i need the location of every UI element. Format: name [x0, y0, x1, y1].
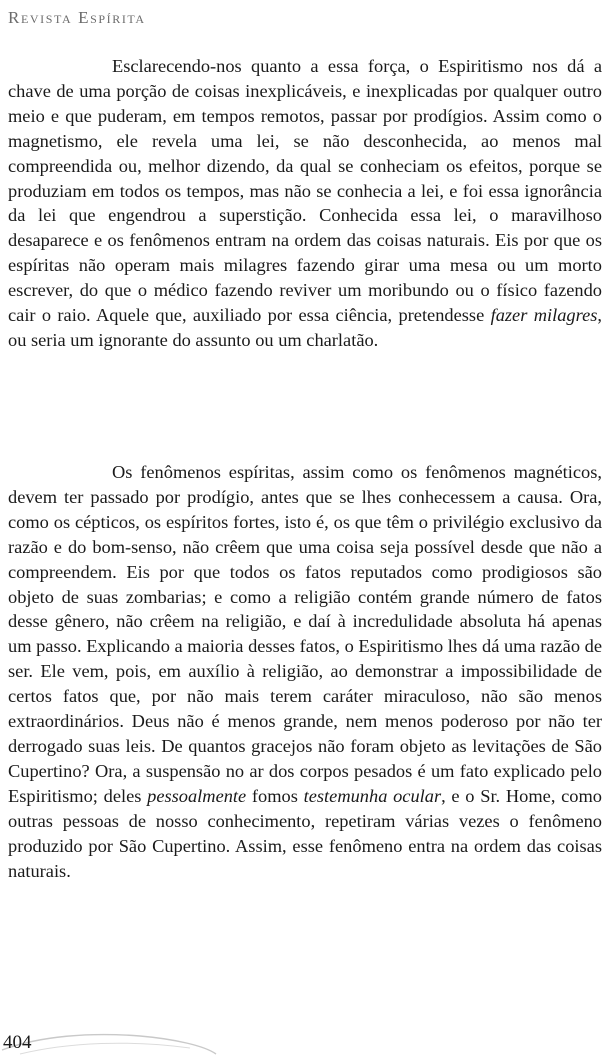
italic-fazer-milagres: fazer milagres [490, 305, 598, 326]
p1-line-10: coisas naturais. Eis por que os espíritas não operam mais milagres [8, 230, 603, 276]
p2-line-13: miraculoso, não são menos extraordinários. Deus não é menos [8, 686, 602, 732]
p2-line-10: Explicando a maioria desses fatos, o Espiritismo lhes dá uma razão [86, 636, 581, 657]
p1-line-5: revela uma lei, se não desconhecida, ao menos mal compreendida [8, 130, 602, 176]
p1-line-3: inexplicadas por qualquer outro meio e que puderam, em tempos [8, 80, 602, 126]
p2-line-7: prodigiosos são objeto de suas zombarias; e como a religião [8, 561, 602, 607]
p2-line-18: Home, como outras pessoas de nosso conhecimento, repetiram [8, 785, 602, 831]
p2-line-2: magnéticos, devem ter passado por prodígio, antes que se lhes [8, 462, 602, 507]
p2-line-20: fenômeno entra na ordem das coisas naturais. [8, 835, 602, 881]
p2-line-16: Ora, a suspensão no ar dos corpos pesados é um fato explicado [95, 760, 566, 781]
p2-line-1: Os fenômenos espíritas, assim como os fenômenos [112, 462, 506, 482]
page-number: 404 [3, 1032, 32, 1053]
p1-line-1: Esclarecendo-nos quanto a essa força, o Espiritismo [112, 56, 523, 76]
p2-line-4: isto é, os que têm o privilégio exclusivo da razão e do bom-senso, [8, 511, 602, 557]
p2-fomos: fomos [246, 785, 304, 806]
p1-line-7: produziam em todos os tempos, mas não se conhecia a lei, e foi [8, 180, 484, 201]
p2-line-8: contém grande número de fatos desse gênero, não crêem na [8, 586, 602, 632]
page-number-swoosh [0, 1028, 220, 1059]
p2-line-19: várias vezes o fenômeno produzido por São Cupertino. Assim, esse [8, 810, 602, 856]
p2-line-5: não crêem que uma coisa seja possível desde que não a [182, 536, 602, 557]
p1-line-9: lei, o maravilhoso desaparece e os fenômenos entram na ordem das [8, 205, 602, 251]
p1-line-14: ou seria um ignorante do assunto ou um charlatão. [8, 329, 379, 350]
p2-line-6: compreendem. Eis por que todos os fatos reputados como [8, 561, 473, 582]
p2-line-17-end: , e o Sr. [441, 785, 501, 806]
p2-line-17: pelo Espiritismo; deles [8, 760, 603, 806]
p2-line-14: grande, nem menos poderoso por não ter derrogado suas leis. De [8, 711, 602, 756]
p1-line-11: fazendo girar uma mesa ou um morto escrever, do que o médico [8, 255, 602, 301]
p1-line-12: fazendo reviver um moribundo ou o físico fazendo cair o raio. [8, 280, 602, 326]
p2-line-12: impossibilidade de certos fatos que, por não mais terem caráter [8, 661, 602, 707]
p1-line-8: essa ignorância da lei que engendrou a superstição. Conhecida essa [8, 180, 602, 226]
p1-line-13: Aquele que, auxiliado por essa ciência, pretendesse [95, 305, 491, 326]
p2-line-3: conhecessem a causa. Ora, como os cépticos, os espíritos fortes, [8, 486, 603, 532]
p1-comma: , [597, 305, 603, 326]
paragraph-2 [8, 460, 602, 883]
italic-pessoalmente: pessoalmente [147, 785, 247, 806]
p1-line-4: remotos, passar por prodígios. Assim como o magnetismo, ele [8, 105, 602, 151]
p2-line-9: religião, e daí à incredulidade absoluta há apenas um passo. [8, 611, 602, 657]
running-head: Revista Espírita [8, 8, 146, 27]
paragraph-1 [8, 54, 602, 353]
p1-line-6: ou, melhor dizendo, da qual se conheciam os efeitos, porque se [118, 155, 602, 176]
p1-line-2: nos dá a chave de uma porção de coisas inexplicáveis, e [8, 56, 602, 101]
italic-testemunha-ocular: testemunha ocular [303, 785, 442, 806]
p2-line-15: quantos gracejos não foram objeto as levitações de São Cupertino? [8, 735, 602, 781]
p2-line-11: de ser. Ele vem, pois, em auxílio à religião, ao demonstrar a [8, 636, 603, 682]
